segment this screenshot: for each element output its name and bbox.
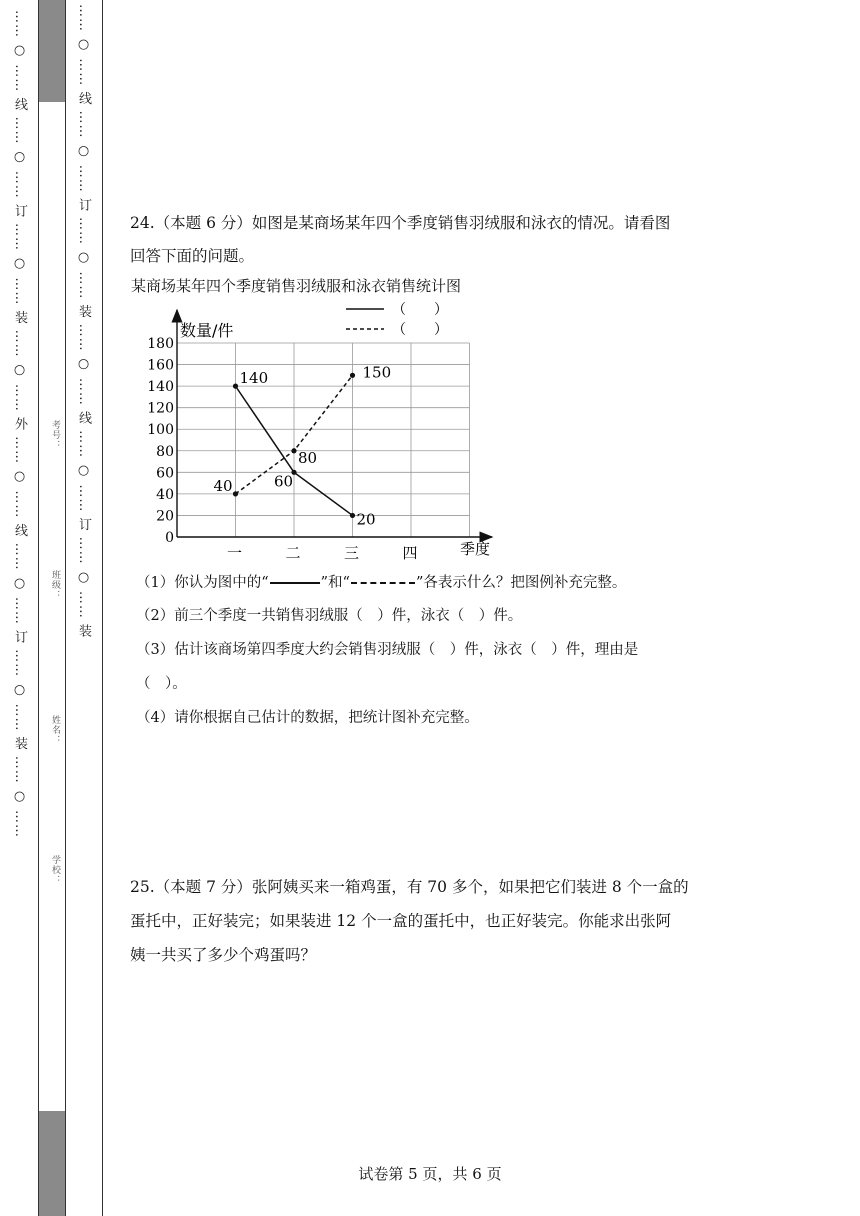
inner-binding-text: …… ○ …… 线 …… ○ …… 订 …… ○ …… 装 …… ○ …… 线 …… ○ …… 订 …… ○ …… 装: [76, 4, 91, 639]
field-school: 学校：: [50, 855, 60, 885]
legend-solid-sample: [270, 582, 320, 584]
data-label: 80: [298, 448, 318, 467]
data-point: [350, 373, 355, 378]
x-tick-label: 四: [402, 544, 418, 562]
data-label: 60: [274, 472, 294, 491]
q24-sub1-post: ”各表示什么？把图例补充完整。: [415, 575, 627, 591]
y-tick-label: 60: [156, 465, 174, 482]
student-info-strip: [38, 0, 66, 1216]
y-tick-label: 40: [156, 486, 174, 503]
q25-line-1: 25.（本题 7 分）张阿姨买来一箱鸡蛋，有 70 多个，如果把它们装进 8 个一盒的: [130, 878, 689, 896]
y-tick-label: 160: [147, 357, 174, 374]
x-tick-label: 三: [343, 544, 360, 562]
y-tick-label: 140: [147, 379, 174, 396]
x-axis-label: 季度: [460, 540, 491, 558]
page-footer: 试卷第 5 页，共 6 页: [358, 1165, 502, 1183]
q24-line-2: 回答下面的问题。: [130, 247, 255, 265]
q24-sub-4: （4）请你根据自己估计的数据，把统计图补充完整。: [136, 710, 479, 726]
y-tick-label: 100: [147, 422, 174, 439]
line-chart: [130, 300, 510, 565]
q24-sub-2: （2）前三个季度一共销售羽绒服（ ）件，泳衣（ ）件。: [136, 608, 523, 624]
chart-title: 某商场某年四个季度销售羽绒服和泳衣销售统计图: [131, 277, 462, 295]
q24-sub-3-cont: （ ）。: [136, 676, 187, 692]
x-tick-label: 二: [285, 544, 301, 562]
q24-sub1-pre: （1）你认为图中的“: [136, 575, 269, 591]
field-name: 姓名：: [50, 715, 60, 745]
field-class: 班级：: [50, 570, 60, 600]
y-axis-label: 数量/件: [180, 321, 234, 340]
y-tick-label: 80: [156, 443, 174, 460]
data-label: 140: [239, 369, 269, 388]
q25-line-2: 蛋托中，正好装完；如果装进 12 个一盒的蛋托中，也正好装完。你能求出张阿: [130, 912, 672, 930]
q25-line-3: 姨一共买了多少个鸡蛋吗？: [130, 946, 317, 964]
y-tick-label: 0: [165, 530, 174, 546]
y-tick-label: 180: [147, 336, 174, 352]
data-label: 150: [362, 363, 392, 382]
q24-sub-1: [136, 572, 626, 594]
q24-sub-3: （3）估计该商场第四季度大约会销售羽绒服（ ）件，泳衣（ ）件，理由是: [136, 642, 639, 658]
y-tick-label: 120: [147, 400, 174, 417]
legend-dashed-sample: [351, 582, 415, 584]
legend-solid-label: （ ）: [392, 302, 448, 318]
x-tick-label: 一: [226, 544, 243, 562]
data-label: 20: [356, 510, 376, 529]
legend-dashed-label: （ ）: [392, 322, 448, 338]
data-point: [350, 513, 355, 518]
y-tick-label: 20: [156, 508, 174, 525]
q24-line-1: 24.（本题 6 分）如图是某商场某年四个季度销售羽绒服和泳衣的情况。请看图: [130, 214, 671, 232]
data-point: [233, 491, 238, 496]
q24-sub1-mid: ”和“: [320, 575, 350, 591]
data-point: [291, 448, 296, 453]
data-point: [233, 384, 238, 389]
field-exam-number: 考号：: [50, 420, 60, 450]
inner-binding-line: [64, 0, 103, 1216]
data-label: 40: [213, 476, 233, 495]
strip-shade-top: [39, 0, 65, 102]
outer-binding-text: …… ○ …… 线 …… ○ …… 订 …… ○ …… 装 …… ○ …… 外 …… ○ …… 线 …… ○ …… 订 …… ○ …… 装 …… ○ ……: [12, 10, 27, 838]
outer-binding-line: [0, 0, 38, 1216]
